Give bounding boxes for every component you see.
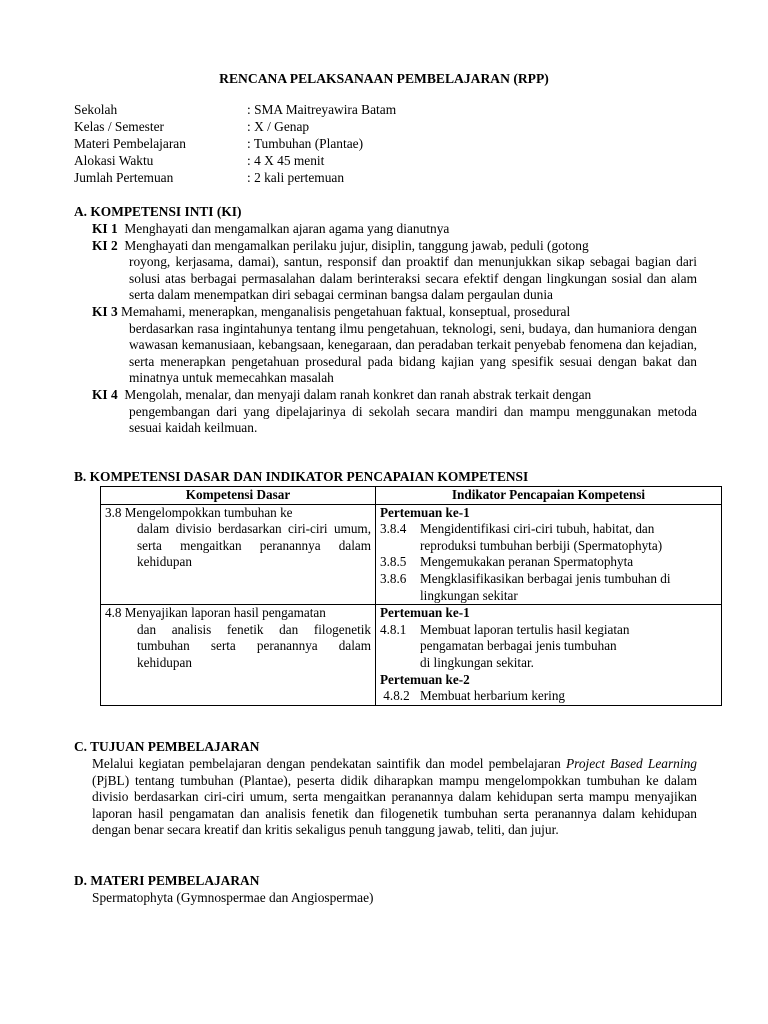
indicator-text: Mengklasifikasikan berbagai jenis tumbuhan di [420, 570, 671, 586]
indicator-text: Mengemukakan peranan Spermatophyta [420, 554, 634, 570]
document-title: RENCANA PELAKSANAAN PEMBELAJARAN (RPP) [219, 71, 549, 86]
info-label: Materi Pembelajaran [74, 136, 186, 151]
indicator-number: 3.8.6 [380, 570, 407, 586]
ki-item-2 [92, 238, 697, 304]
table-row [101, 605, 722, 706]
materi-text: Spermatophyta (Gymnospermae dan Angiospermae) [92, 890, 374, 905]
indicator-number: 3.8.4 [380, 521, 407, 537]
meeting-heading: Pertemuan ke-1 [380, 605, 470, 621]
indicator-text: Membuat laporan tertulis hasil kegiatan [420, 621, 630, 637]
info-label: Kelas / Semester [74, 119, 164, 134]
ki-text: Menghayati dan mengamalkan ajaran agama yang dianutnya [124, 221, 450, 236]
meeting-heading: Pertemuan ke-2 [380, 671, 470, 687]
ki-item-3 [92, 304, 697, 387]
indicator-item [380, 571, 717, 604]
section-heading-c: C. TUJUAN PEMBELAJARAN [74, 739, 260, 754]
indicator-text-continued: pengamatan berbagai jenis tumbuhan di lingkungan sekitar. [420, 638, 617, 670]
info-value: : SMA Maitreyawira Batam [247, 102, 397, 117]
info-row-jumlah [74, 170, 396, 187]
indicator-item [380, 688, 717, 705]
indicator-number: 4.8.2 [380, 688, 410, 704]
indicator-number: 3.8.5 [380, 554, 407, 570]
indicator-text-continued: lingkungan sekitar [420, 587, 518, 603]
ki-text: Mengolah, menalar, dan menyaji dalam ranah konkret dan ranah abstrak terkait dengan [124, 386, 592, 402]
indicator-item [380, 554, 717, 571]
info-value: : 4 X 45 menit [247, 153, 325, 168]
info-row-sekolah [74, 102, 396, 119]
info-value: : Tumbuhan (Plantae) [247, 136, 364, 151]
info-row-kelas [74, 119, 396, 136]
indicator-text: Mengidentifikasi ciri-ciri tubuh, habitat, dan [420, 521, 655, 537]
ki-text: Memahami, menerapkan, menganalisis pengetahuan faktual, konseptual, prosedural [121, 303, 571, 319]
info-row-alokasi [74, 153, 396, 170]
kd-text: 3.8 Mengelompokkan tumbuhan ke [105, 504, 293, 520]
tujuan-paragraph [92, 756, 697, 839]
ki-item-1 [92, 221, 697, 238]
meeting-heading: Pertemuan ke-1 [380, 504, 470, 520]
info-block [74, 102, 396, 187]
ki-text-continued: berdasarkan rasa ingintahunya tentang ilmu pengetahuan, teknologi, seni, budaya, dan humaniora dengan wawasan kemanusiaan, kebangsaan, kenegaraan, dan peradaban terkait penyebab fenomena dan kejadian, serta menerapkan pengetahuan prosedural pada bidang kajian yang spesifik sesuai dengan bakat dan minatnya untuk memecahkan masalah [129, 320, 697, 386]
indicator-number: 4.8.1 [380, 621, 407, 637]
indicator-text: Membuat herbarium kering [420, 688, 566, 704]
kd-indicator-table [100, 486, 722, 706]
kd-cell [101, 504, 376, 605]
indicator-text-continued: reproduksi tumbuhan berbiji (Spermatophyta) [420, 537, 663, 553]
ki-label: KI 4 [92, 386, 118, 402]
ki-text-continued: royong, kerjasama, damai), santun, responsif dan proaktif dan menunjukkan sikap sebagai bagian dari solusi atas berbagai permasalahan dalam berinteraksi secara efektif dengan lingkungan sosial dan alam serta dalam menempatkan diri sebagai cerminan bangsa dalam pergaulan dunia [129, 254, 697, 303]
info-label: Alokasi Waktu [74, 153, 154, 168]
table-header-row [101, 487, 722, 505]
indicator-item [380, 622, 717, 672]
kd-text-continued: dan analisis fenetik dan filogenetik tumbuhan serta peranannya dalam kehidupan [137, 621, 371, 670]
kd-text: 4.8 Menyajikan laporan hasil pengamatan [105, 605, 326, 621]
indicator-cell [376, 504, 722, 605]
ki-text: Menghayati dan mengamalkan perilaku jujur, disiplin, tanggung jawab, peduli (gotong [124, 237, 589, 253]
ki-text-continued: pengembangan dari yang dipelajarinya di sekolah secara mandiri dan mampu menggunakan metoda sesuai kaidah keilmuan. [129, 403, 697, 436]
kd-text-continued: dalam divisio berdasarkan ciri-ciri umum, serta mengaitkan peranannya dalam kehidupan [137, 521, 371, 570]
section-heading-b: B. KOMPETENSI DASAR DAN INDIKATOR PENCAPAIAN KOMPETENSI [74, 469, 529, 484]
section-heading-d: D. MATERI PEMBELAJARAN [74, 873, 260, 888]
indicator-cell [376, 605, 722, 706]
table-header-kd: Kompetensi Dasar [101, 487, 376, 505]
ki-list [92, 221, 697, 437]
tujuan-text-continued: (PjBL) tentang tumbuhan (Plantae), peserta didik diharapkan mampu mengelompokkan tumbuhan ke dalam divisio berdasarkan ciri-ciri umum, serta mengaitkan peranannya dalam kehidupan serta mampu menyajikan laporan hasil pengamatan dan analisis fenetik dan filogenetik tumbuhan serta peranannya dalam kehidupan dengan benar secara kreatif dan kritis sekaligus penuh tanggung jawab, teliti, dan jujur. [92, 772, 697, 838]
tujuan-text: Melalui kegiatan pembelajaran dengan pendekatan saintifik dan model pembelajaran [92, 756, 566, 771]
ki-item-4 [92, 387, 697, 437]
ki-label: KI 2 [92, 237, 118, 253]
table-row [101, 504, 722, 605]
info-value: : 2 kali pertemuan [247, 170, 345, 185]
info-row-materi [74, 136, 396, 153]
indicator-item [380, 521, 717, 554]
ki-label: KI 3 [92, 303, 118, 319]
info-label: Jumlah Pertemuan [74, 170, 174, 185]
ki-label: KI 1 [92, 221, 118, 236]
info-value: : X / Genap [247, 119, 310, 134]
section-heading-a: A. KOMPETENSI INTI (KI) [74, 204, 242, 219]
table-header-indicator: Indikator Pencapaian Kompetensi [376, 487, 722, 505]
info-label: Sekolah [74, 102, 118, 117]
kd-cell [101, 605, 376, 706]
tujuan-model-name: Project Based Learning [565, 756, 697, 771]
